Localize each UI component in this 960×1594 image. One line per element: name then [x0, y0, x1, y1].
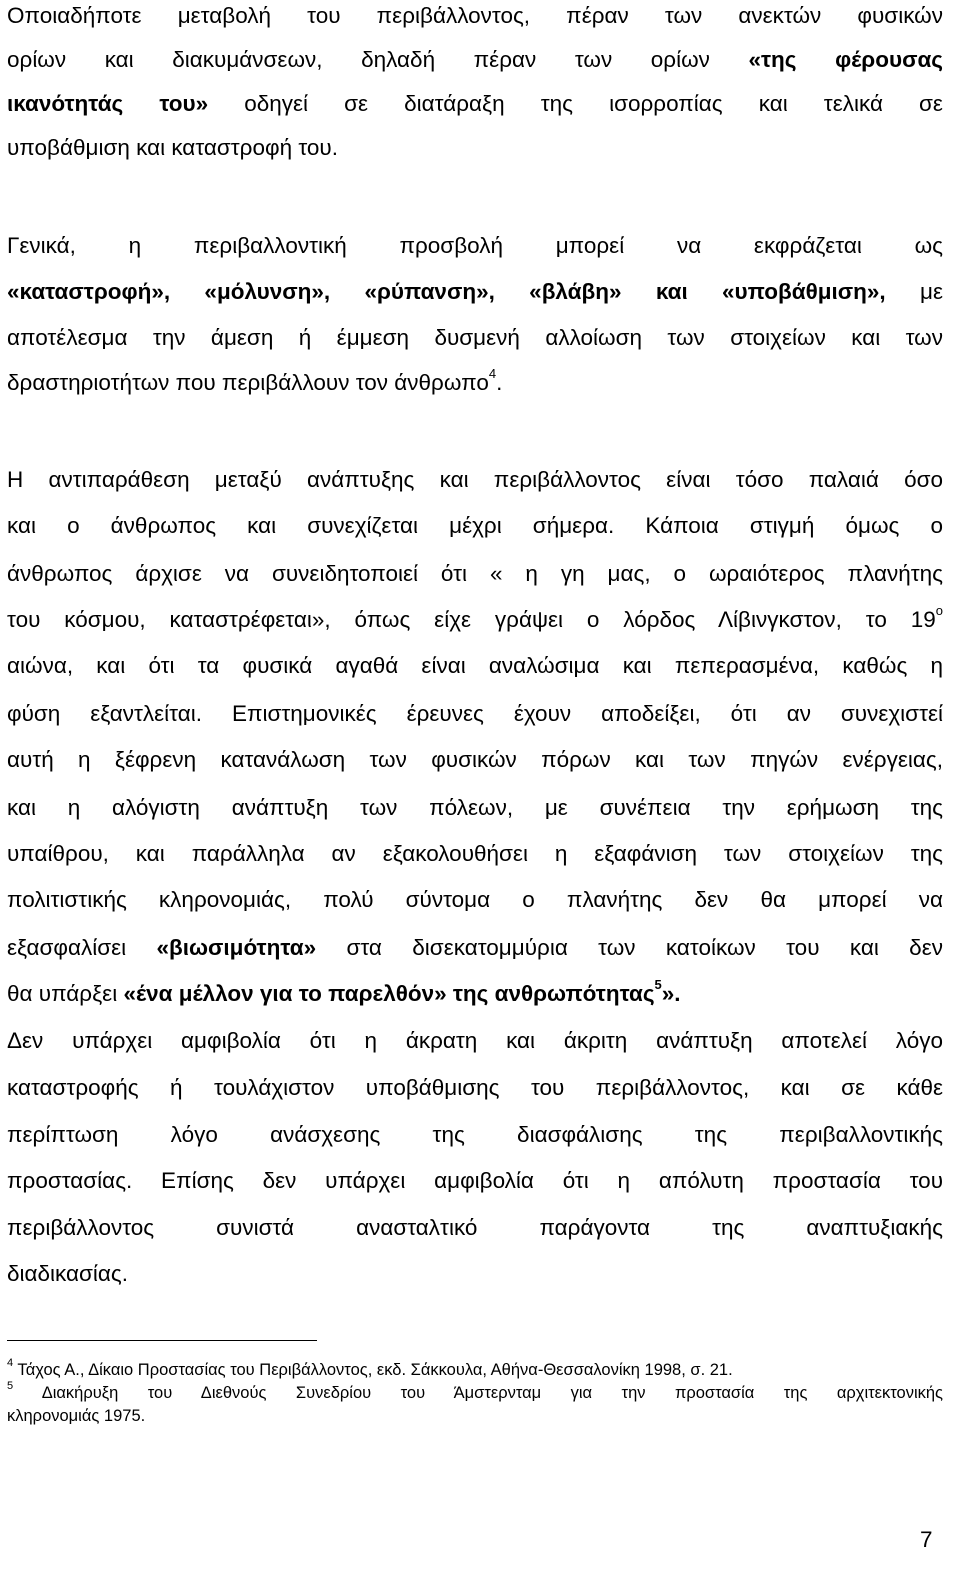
p3-line-6: φύση εξαντλείται. Επιστημονικές έρευνες έχουν αποδείξει, ότι αν συνεχιστεί: [7, 701, 943, 726]
footnote-ref-5: 5: [654, 976, 662, 992]
p4-line-5: περιβάλλοντος συνιστά ανασταλτικό παράγοντα της αναπτυξιακής: [7, 1215, 943, 1240]
bold-phrase: «ένα μέλλον για το παρελθόν» της ανθρωπότητας$^5$».: [123, 976, 681, 1006]
p2-line-1: Γενικά, η περιβαλλοντική προσβολή μπορεί να εκφράζεται ως: [7, 233, 943, 258]
page-number: 7: [920, 1527, 933, 1552]
p2-line-2: «καταστροφή», «μόλυνση», «ρύπανση», «βλάβη» και «υποβάθμιση», με: [7, 279, 943, 304]
p3-line-1: Η αντιπαράθεση μεταξύ ανάπτυξης και περιβάλλοντος είναι τόσο παλαιά όσο: [7, 467, 943, 492]
bold-phrase: «καταστροφή», «μόλυνση», «ρύπανση», «βλάβη» και «υποβάθμιση»,: [7, 279, 886, 304]
p1-line-1: Οποιαδήποτε μεταβολή του περιβάλλοντος, πέραν των ανεκτών φυσικών: [7, 3, 943, 28]
p4-line-6: διαδικασίας.: [7, 1261, 129, 1286]
p4-line-1: Δεν υπάρχει αμφιβολία ότι η άκρατη και άκριτη ανάπτυξη αποτελεί λόγο: [7, 1028, 943, 1053]
p4-line-4: προστασίας. Επίσης δεν υπάρχει αμφιβολία ότι η απόλυτη προστασία του: [7, 1168, 943, 1193]
p1-line-2: ορίων και διακυμάνσεων, δηλαδή πέραν των ορίων «της φέρουσας: [7, 47, 943, 72]
p1-line-3: ικανότητάς του» οδηγεί σε διατάραξη της ισορροπίας και τελικά σε: [7, 91, 943, 116]
p3-line-3: άνθρωπος άρχισε να συνειδητοποιεί ότι « η γη μας, ο ωραιότερος πλανήτης: [7, 561, 943, 586]
p3-line-8: και η αλόγιστη ανάπτυξη των πόλεων, με συνέπεια την ερήμωση της: [7, 795, 943, 820]
bold-phrase: ικανότητάς του»: [7, 91, 209, 116]
p4-line-2: καταστροφής ή τουλάχιστον υποβάθμισης του περιβάλλοντος, και σε κάθε: [7, 1075, 943, 1100]
bold-phrase: «της φέρουσας: [748, 47, 943, 72]
p3-line-5: αιώνα, και ότι τα φυσικά αγαθά είναι αναλώσιμα και πεπερασμένα, καθώς η: [7, 653, 943, 678]
bold-phrase: «βιωσιμότητα»: [156, 935, 317, 960]
p3-line-11: εξασφαλίσει «βιωσιμότητα» στα δισεκατομμύρια των κατοίκων του και δεν: [7, 935, 943, 960]
p3-line-2: και ο άνθρωπος και συνεχίζεται μέχρι σήμερα. Κάποια στιγμή όμως ο: [7, 513, 943, 538]
p3-line-4: του κόσμου, καταστρέφεται», όπως είχε γράψει ο λόρδος Λίβινγκστον, το $19^o$: [7, 602, 943, 632]
p3-line-9: υπαίθρου, και παράλληλα αν εξακολουθήσει η εξαφάνιση των στοιχείων της: [7, 841, 943, 866]
footnote-divider: [7, 1340, 317, 1341]
p4-line-3: περίπτωση λόγο ανάσχεσης της διασφάλισης της περιβαλλοντικής: [7, 1122, 943, 1147]
p2-line-3: αποτέλεσμα την άμεση ή έμμεση δυσμενή αλλοίωση των στοιχείων και των: [7, 325, 943, 350]
p1-line-4: υποβάθμιση και καταστροφή του.: [7, 135, 338, 160]
footnote-5-continued: κληρονομιάς 1975.: [7, 1407, 146, 1425]
p3-line-10: πολιτιστικής κληρονομιάς, πολύ σύντομα ο πλανήτης δεν θα μπορεί να: [7, 887, 943, 912]
p2-line-4: δραστηριοτήτων που περιβάλλουν τον άνθρωπο$^4$.: [7, 365, 503, 395]
footnote-5: $^5$ Διακήρυξη του Διεθνούς Συνεδρίου του Άμστερνταμ για την προστασία της αρχιτεκτονικής: [7, 1379, 943, 1402]
p3-line-12: θα υπάρξει «ένα μέλλον για το παρελθόν» της ανθρωπότητας$^5$».: [7, 976, 681, 1006]
footnote-4: $^4$ Τάχος Α., Δίκαιο Προστασίας του Περιβάλλοντος, εκδ. Σάκκουλα, Αθήνα-Θεσσαλονίκη 1998, σ. 21.: [7, 1356, 733, 1379]
footnote-ref-4: 4: [488, 365, 497, 381]
p3-line-7: αυτή η ξέφρενη κατανάλωση των φυσικών πόρων και των πηγών ενέργειας,: [7, 747, 943, 772]
